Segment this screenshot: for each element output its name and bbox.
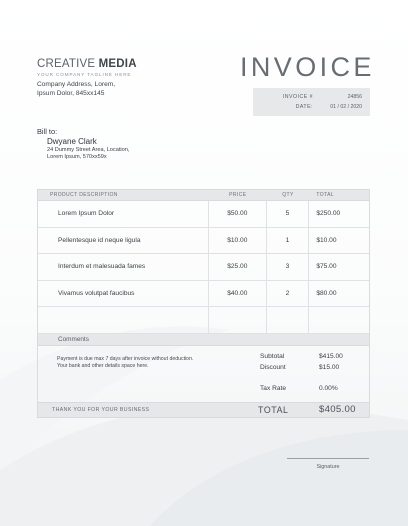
invoice-number-row <box>261 92 362 102</box>
discount-value: $15.00 <box>319 363 340 371</box>
row-description: Interdum et malesuada fames <box>38 254 209 280</box>
row-total: $80.00 <box>316 289 337 297</box>
bill-to-label: Bill to: <box>37 127 58 136</box>
table-row <box>38 228 369 255</box>
tax-rate-value: 0.00% <box>319 384 338 392</box>
discount-label: Discount <box>260 363 286 371</box>
header-qty: QTY <box>282 192 294 198</box>
company-tagline: YOUR COMPANY TAGLINE HERE <box>37 72 132 77</box>
subtotal-value: $415.00 <box>319 352 343 360</box>
invoice-date-label: DATE: <box>295 104 313 110</box>
header-price: PRICE <box>229 192 247 198</box>
table-header <box>37 189 370 201</box>
invoice-date: 01 / 02 / 2020 <box>330 104 362 110</box>
row-qty: 3 <box>267 254 310 280</box>
brand-block <box>37 58 137 77</box>
row-total: $75.00 <box>316 263 337 271</box>
row-description <box>38 307 209 333</box>
table-row <box>38 254 369 281</box>
tax-rate-label: Tax Rate <box>260 384 287 392</box>
table-row-empty <box>38 307 369 334</box>
row-description: Lorem Ipsum Dolor <box>38 201 209 227</box>
table-body <box>37 201 370 334</box>
subtotal-label: Subtotal <box>260 352 285 360</box>
invoice-date-row <box>261 102 362 112</box>
table-row <box>38 201 369 228</box>
header-description: PRODUCT DESCRIPTION <box>50 192 118 198</box>
row-description: Vivamus volutpat faucibus <box>38 281 209 307</box>
company-address: Company Address, Lorem, Ipsum Dolor, 845xx145 <box>37 81 116 97</box>
row-qty: 1 <box>267 228 310 254</box>
invoice-meta-box <box>253 88 370 116</box>
row-price <box>209 307 267 333</box>
comments-header: Comments <box>37 334 370 346</box>
total-value: $405.00 <box>319 404 356 415</box>
row-total: $250.00 <box>316 210 341 218</box>
summary-section <box>37 346 370 402</box>
signature-line <box>287 458 369 459</box>
signature-label: Signature <box>316 464 340 470</box>
table-row <box>38 281 369 308</box>
row-price: $25.00 <box>209 254 267 280</box>
bill-to-name: Dwyane Clark <box>47 137 97 146</box>
row-price: $50.00 <box>209 201 267 227</box>
invoice-title: INVOICE <box>240 52 375 82</box>
row-price: $10.00 <box>209 228 267 254</box>
row-total <box>309 307 369 333</box>
thank-you-text: THANK YOU FOR YOUR BUSINESS <box>52 406 150 413</box>
row-description: Pellentesque id neque ligula <box>38 228 209 254</box>
payment-note: Payment is due max 7 days after invoice without deduction. Your bank and other details space here. <box>57 355 194 369</box>
row-qty <box>267 307 310 333</box>
row-total: $10.00 <box>316 236 337 244</box>
invoice-number-label: INVOICE # <box>282 94 313 100</box>
total-label: TOTAL <box>258 404 289 415</box>
total-bar <box>37 402 370 418</box>
invoice-number: 24856 <box>347 94 362 100</box>
company-logo-text: CREATIVE MEDIA <box>37 58 137 70</box>
row-price: $40.00 <box>209 281 267 307</box>
invoice-table <box>37 189 370 418</box>
header-total: TOTAL <box>316 192 334 198</box>
bill-to-address: 24 Dummy Street Area, Location, Lorem Ipsum, 570xx59x <box>47 147 130 161</box>
row-qty: 2 <box>267 281 310 307</box>
row-qty: 5 <box>267 201 310 227</box>
